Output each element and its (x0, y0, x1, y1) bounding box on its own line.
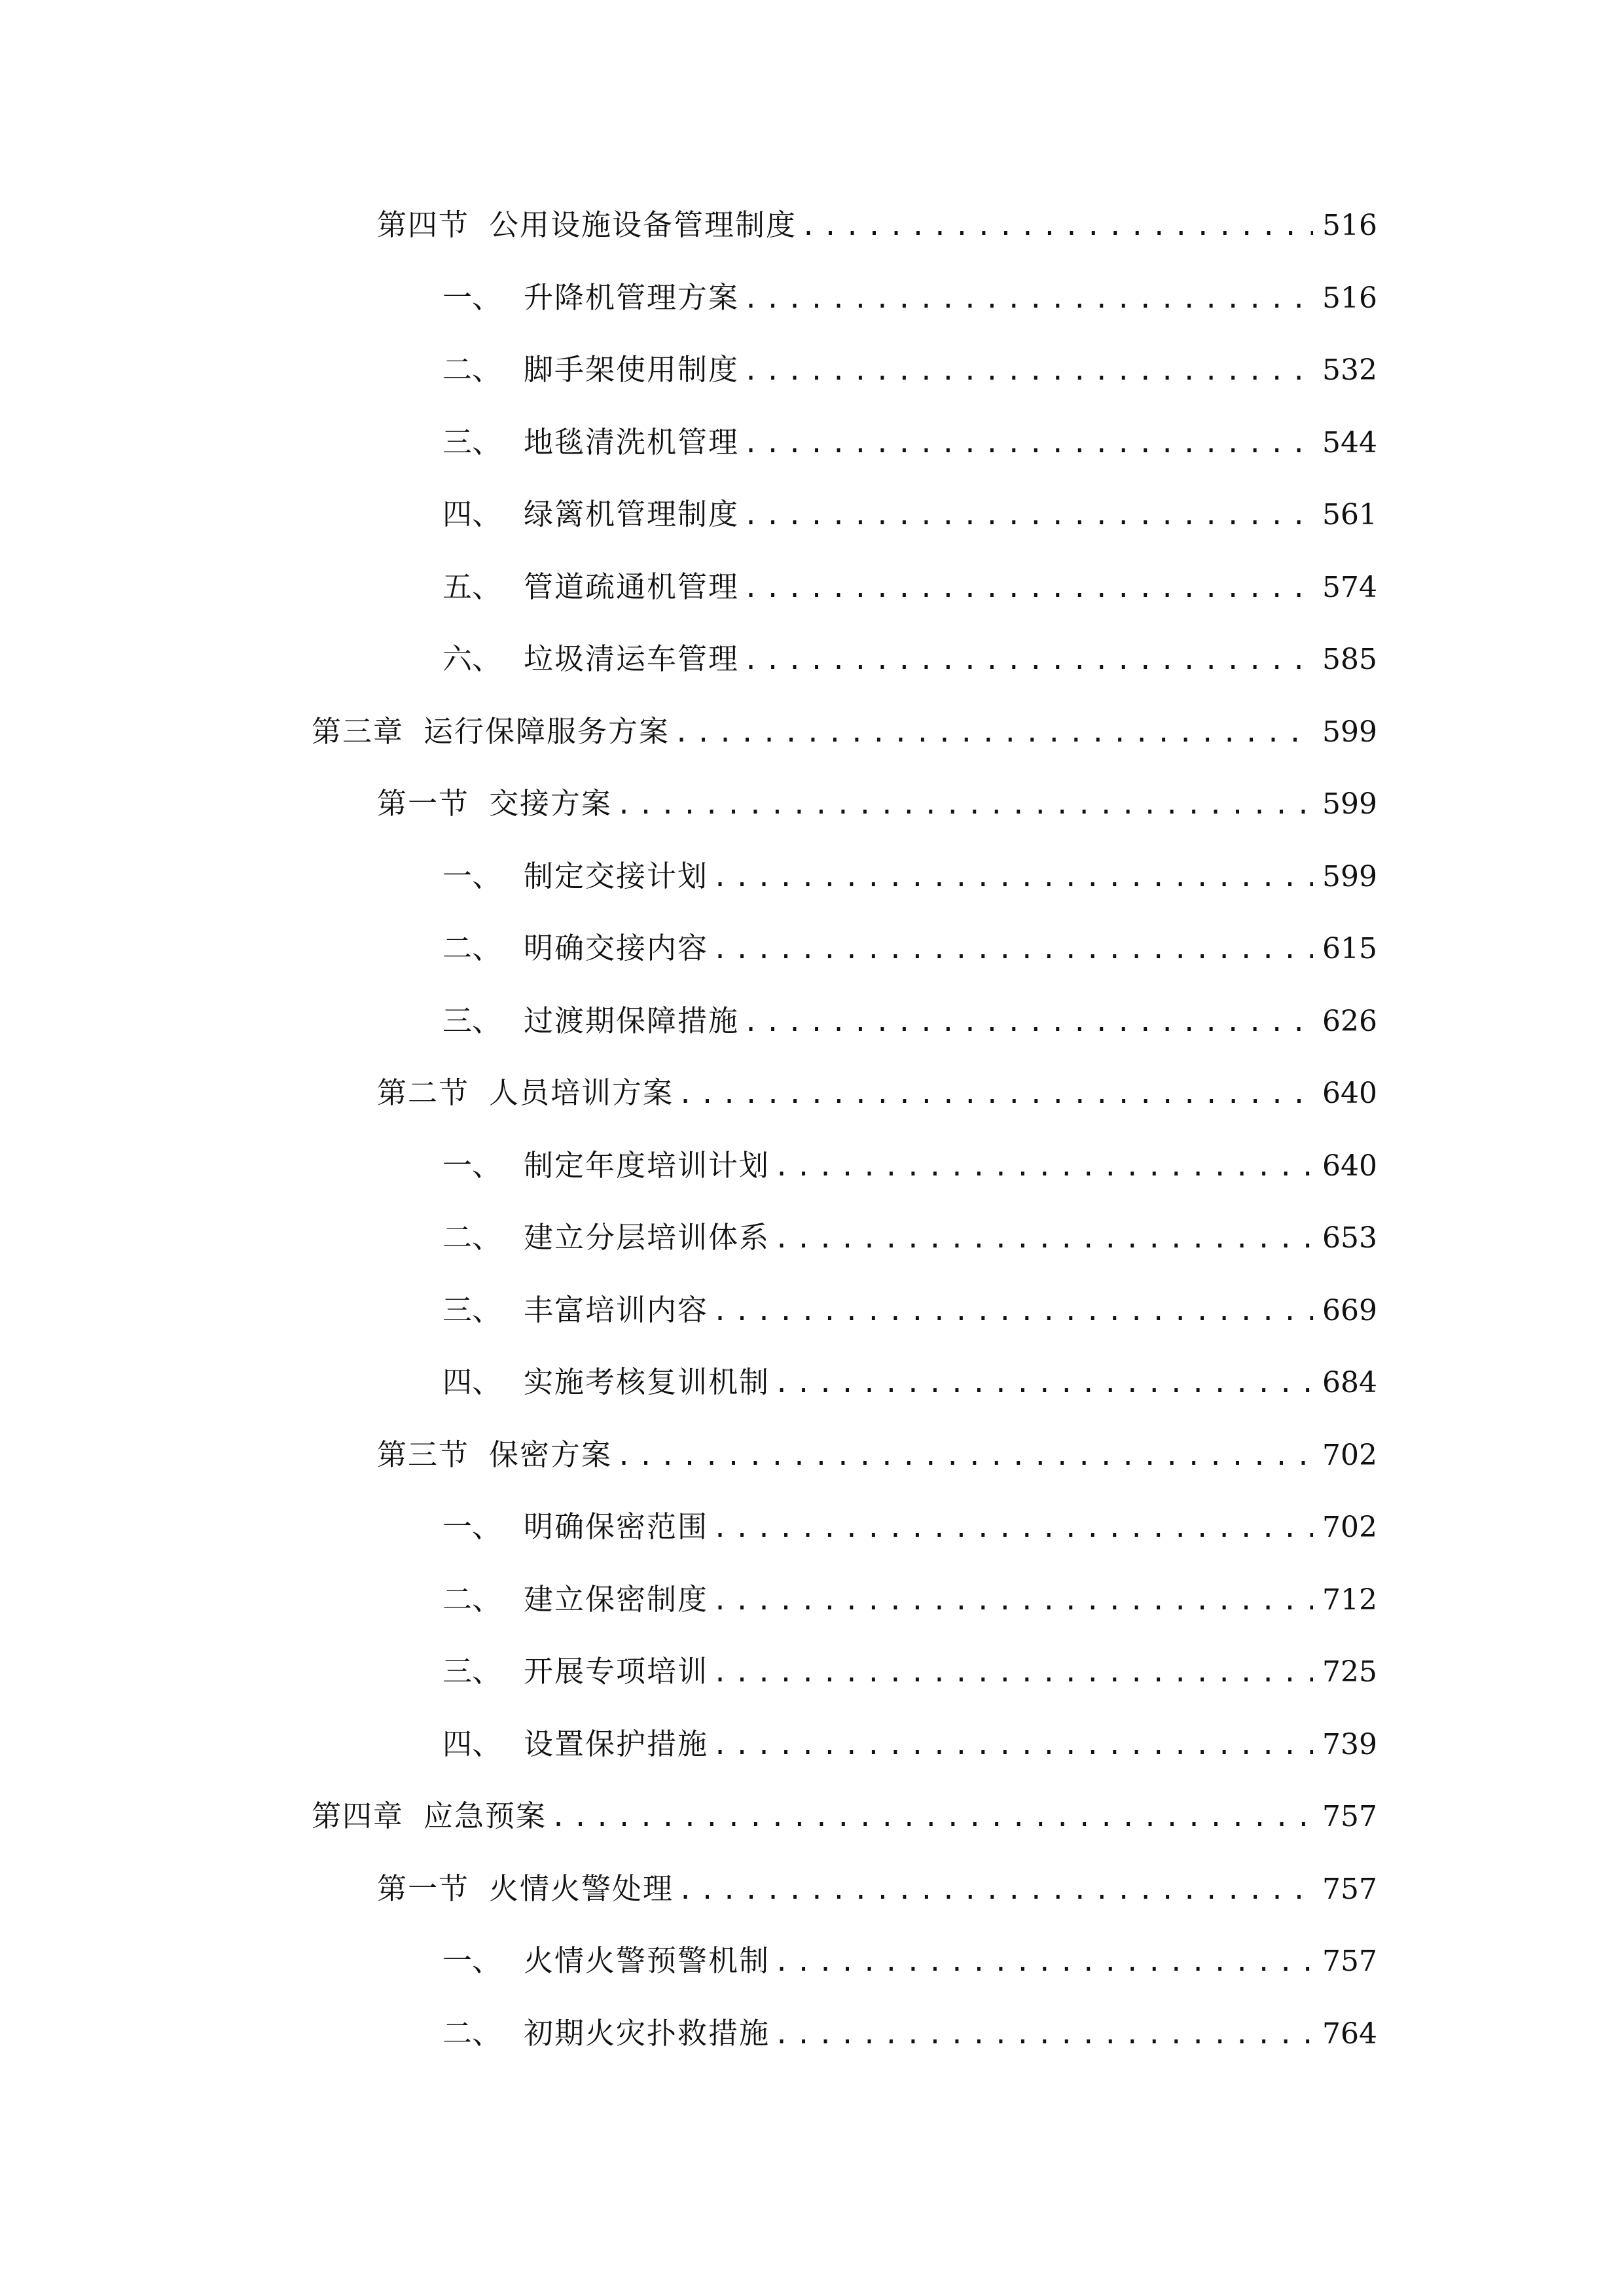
toc-entry-number: 三、 (442, 1003, 502, 1038)
dot-leader (616, 784, 1313, 826)
toc-entry-page: 640 (1322, 1149, 1377, 1183)
toc-entry-page: 532 (1322, 353, 1377, 387)
dot-leader (743, 495, 1313, 537)
toc-entry-section[interactable] (0, 1855, 1624, 1928)
toc-entry-item[interactable] (0, 1493, 1624, 1566)
toc-entry-title: 管道疏通机管理 (524, 569, 740, 604)
toc-entry-number: 二、 (442, 1581, 502, 1617)
dot-leader (743, 423, 1313, 465)
toc-entry-title: 明确保密范围 (524, 1509, 709, 1544)
dot-leader (801, 206, 1313, 247)
dot-leader (712, 1507, 1313, 1549)
toc-entry-number: 第四章 (312, 1799, 405, 1833)
toc-entry-number: 四、 (442, 1365, 502, 1399)
toc-entry-number: 二、 (442, 1220, 502, 1255)
toc-entry-title: 丰富培训内容 (524, 1292, 709, 1327)
toc-entry-title: 交接方案 (489, 786, 613, 821)
toc-entry-page: 764 (1322, 2017, 1377, 2051)
toc-entry-item[interactable] (0, 553, 1624, 626)
toc-entry-page: 574 (1322, 570, 1377, 604)
toc-entry-title: 制定交接计划 (524, 858, 709, 893)
toc-entry-item[interactable] (0, 1348, 1624, 1421)
dot-leader (712, 1580, 1313, 1622)
toc-entry-title: 公用设施设备管理制度 (489, 207, 797, 242)
toc-entry-number: 一、 (442, 1943, 502, 1978)
toc-entry-title: 应急预案 (424, 1799, 547, 1833)
toc-entry-number: 第三章 (312, 713, 405, 749)
toc-entry-number: 六、 (442, 641, 502, 676)
toc-entry-title: 设置保护措施 (524, 1726, 709, 1761)
toc-entry-page: 585 (1322, 643, 1377, 676)
dot-leader (712, 1291, 1313, 1333)
toc-entry-item[interactable] (0, 625, 1624, 698)
toc-entry-page: 739 (1322, 1727, 1377, 1761)
dot-leader (677, 1869, 1313, 1911)
dot-leader (616, 1435, 1313, 1477)
toc-entry-title: 建立保密制度 (524, 1581, 709, 1617)
toc-entry-number: 二、 (442, 352, 502, 387)
toc-entry-section[interactable] (0, 1421, 1624, 1494)
toc-entry-page: 615 (1322, 932, 1377, 965)
toc-entry-page: 653 (1322, 1221, 1377, 1255)
toc-entry-title: 火情火警处理 (489, 1871, 674, 1906)
dot-leader (743, 1001, 1313, 1043)
toc-entry-item[interactable] (0, 1638, 1624, 1710)
toc-entry-item[interactable] (0, 914, 1624, 987)
toc-entry-page: 640 (1322, 1077, 1377, 1110)
toc-entry-number: 三、 (442, 424, 502, 459)
dot-leader (712, 1725, 1313, 1767)
toc-entry-title: 火情火警预警机制 (524, 1943, 770, 1978)
toc-entry-item[interactable] (0, 1276, 1624, 1349)
toc-entry-title: 实施考核复训机制 (524, 1365, 770, 1399)
toc-entry-item[interactable] (0, 2000, 1624, 2072)
toc-entry-page: 599 (1322, 859, 1377, 893)
toc-entry-number: 一、 (442, 279, 502, 315)
toc-entry-title: 垃圾清运车管理 (524, 641, 740, 676)
toc-entry-title: 绿篱机管理制度 (524, 497, 740, 531)
toc-entry-title: 开展专项培训 (524, 1654, 709, 1689)
toc-entry-number: 第一节 (377, 1871, 470, 1906)
toc-entry-number: 第三节 (377, 1437, 470, 1472)
dot-leader (550, 1797, 1313, 1839)
toc-entry-page: 516 (1322, 209, 1377, 242)
table-of-contents (0, 191, 1624, 2072)
toc-entry-number: 一、 (442, 1147, 502, 1183)
toc-entry-page: 712 (1322, 1583, 1377, 1617)
toc-entry-page: 757 (1322, 1800, 1377, 1833)
toc-entry-title: 过渡期保障措施 (524, 1003, 740, 1038)
toc-entry-number: 第一节 (377, 786, 470, 821)
toc-entry-page: 516 (1322, 281, 1377, 315)
toc-entry-section[interactable] (0, 1059, 1624, 1132)
toc-entry-title: 明确交接内容 (524, 931, 709, 965)
toc-entry-item[interactable] (0, 1204, 1624, 1276)
toc-entry-number: 二、 (442, 931, 502, 965)
toc-entry-page: 626 (1322, 1004, 1377, 1038)
dot-leader (774, 1363, 1313, 1405)
toc-entry-item[interactable] (0, 1566, 1624, 1638)
toc-entry-item[interactable] (0, 408, 1624, 481)
toc-entry-title: 人员培训方案 (489, 1075, 674, 1110)
dot-leader (774, 1941, 1313, 1983)
toc-entry-chapter[interactable] (0, 1782, 1624, 1855)
toc-entry-title: 建立分层培训体系 (524, 1220, 770, 1255)
toc-entry-number: 三、 (442, 1654, 502, 1689)
toc-entry-number: 一、 (442, 858, 502, 893)
dot-leader (743, 350, 1313, 392)
toc-entry-section[interactable] (0, 191, 1624, 264)
dot-leader (712, 857, 1313, 899)
toc-entry-title: 脚手架使用制度 (524, 352, 740, 387)
toc-entry-item[interactable] (0, 336, 1624, 408)
toc-entry-item[interactable] (0, 1927, 1624, 2000)
dot-leader (743, 278, 1313, 320)
dot-leader (712, 1652, 1313, 1694)
toc-entry-page: 702 (1322, 1511, 1377, 1544)
toc-entry-title: 初期火灾扑救措施 (524, 2015, 770, 2051)
toc-entry-title: 运行保障服务方案 (424, 713, 670, 749)
toc-entry-title: 保密方案 (489, 1437, 613, 1472)
toc-entry-page: 702 (1322, 1438, 1377, 1472)
toc-entry-item[interactable] (0, 480, 1624, 553)
toc-entry-item[interactable] (0, 1710, 1624, 1783)
dot-leader (743, 639, 1313, 681)
dot-leader (743, 567, 1313, 609)
dot-leader (712, 929, 1313, 971)
toc-entry-item[interactable] (0, 987, 1624, 1060)
dot-leader (677, 1073, 1313, 1115)
toc-entry-page: 684 (1322, 1366, 1377, 1399)
toc-entry-page: 757 (1322, 1945, 1377, 1978)
toc-entry-page: 599 (1322, 715, 1377, 749)
toc-entry-number: 五、 (442, 569, 502, 604)
toc-entry-page: 669 (1322, 1293, 1377, 1327)
dot-leader (774, 2014, 1313, 2056)
toc-entry-item[interactable] (0, 1132, 1624, 1204)
toc-entry-page: 599 (1322, 787, 1377, 821)
dot-leader (774, 1146, 1313, 1188)
toc-entry-number: 第四节 (377, 207, 470, 242)
toc-entry-title: 升降机管理方案 (524, 279, 740, 315)
toc-entry-number: 三、 (442, 1292, 502, 1327)
toc-entry-number: 四、 (442, 1726, 502, 1761)
toc-entry-page: 544 (1322, 425, 1377, 459)
toc-entry-number: 四、 (442, 497, 502, 531)
toc-entry-number: 第二节 (377, 1075, 470, 1110)
toc-entry-number: 二、 (442, 2015, 502, 2051)
toc-entry-title: 地毯清洗机管理 (524, 424, 740, 459)
toc-entry-page: 757 (1322, 1872, 1377, 1906)
toc-entry-chapter[interactable] (0, 698, 1624, 770)
toc-entry-item[interactable] (0, 264, 1624, 336)
dot-leader (774, 1218, 1313, 1260)
toc-entry-section[interactable] (0, 770, 1624, 842)
toc-entry-title: 制定年度培训计划 (524, 1147, 770, 1183)
toc-entry-number: 一、 (442, 1509, 502, 1544)
toc-entry-page: 725 (1322, 1655, 1377, 1689)
toc-entry-page: 561 (1322, 498, 1377, 531)
dot-leader (674, 712, 1313, 754)
toc-entry-item[interactable] (0, 842, 1624, 915)
